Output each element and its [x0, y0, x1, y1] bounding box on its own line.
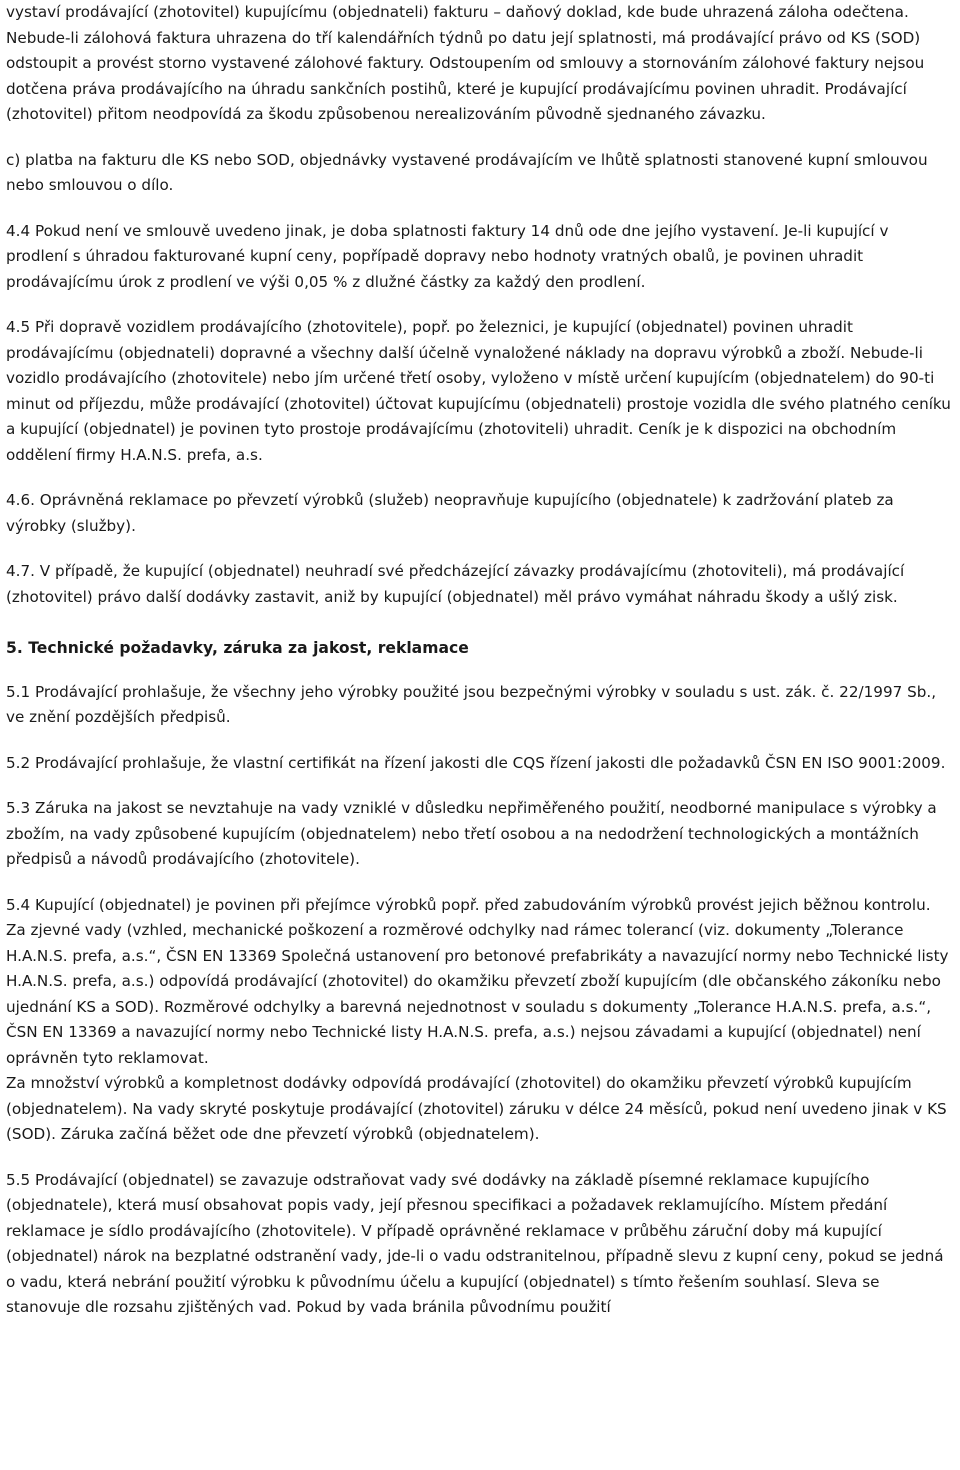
paragraph-5-2 [6, 751, 954, 777]
paragraph-4-7 [6, 559, 954, 610]
paragraph-text: 5.5 Prodávající (objednatel) se zavazuje odstraňovat vady své dodávky na základě písemné reklamace kupujícího (objednatele), která musí obsahovat popis vady, její přesnou specifikaci a požadavek reklamujícího. Místem předání reklamace je sídlo prodávajícího (zhotovitele). V případě oprávněné reklamace v průběhu záruční doby má kupující (objednatel) nárok na bezplatné odstranění vady, jde-li o vadu odstranitelnou, případně slevu z kupní ceny, pokud se jedná o vadu, která nebrání použití výrobku k původnímu účelu a kupující (objednatel) s tímto řešením souhlasí. Sleva se stanovuje dle rozsahu zjištěných vad. Pokud by vada bránila původnímu použití [6, 1170, 944, 1316]
paragraph-text: 5.1 Prodávající prohlašuje, že všechny jeho výrobky použité jsou bezpečnými výrobky v souladu s ust. zák. č. 22/1997 Sb., ve znění pozdějších předpisů. [6, 682, 937, 726]
paragraph-text: 5.2 Prodávající prohlašuje, že vlastní certifikát na řízení jakosti dle CQS řízení jakosti dle požadavků ČSN EN ISO 9001:2009. [6, 753, 946, 772]
section-heading: 5. Technické požadavky, záruka za jakost, reklamace [6, 639, 469, 657]
paragraph-text: 4.5 Při dopravě vozidlem prodávajícího (zhotovitele), popř. po železnici, je kupující (objednatel) povinen uhradit prodávajícímu (objednateli) dopravné a všechny další účelně vynaložené náklady na dopravu výrobků a zboží. Nebude-li vozidlo prodávajícího (zhotovitele) nebo jím určené třetí osoby, vyloženo v místě určení kupujícím (objednatelem) do 90-ti minut od příjezdu, může prodávající (zhotovitel) účtovat kupujícímu (objednateli) prostoje vozidla dle svého platného ceníku a kupující (objednatel) je povinen tyto prostoje prodávajícímu (zhotoviteli) uhradit. Ceník je k dispozici na obchodním oddělení firmy H.A.N.S. prefa, a.s. [6, 318, 951, 464]
paragraph-text: c) platba na fakturu dle KS nebo SOD, objednávky vystavené prodávajícím ve lhůtě splatnosti stanovené kupní smlouvou nebo smlouvou o dílo. [6, 150, 928, 194]
paragraph-payment-c [6, 148, 954, 199]
paragraph-text: 5.4 Kupující (objednatel) je povinen při přejímce výrobků popř. před zabudováním výrobků provést jejich běžnou kontrolu. Za zjevné vady (vzhled, mechanické poškození a rozměrové odchylky nad rámec tolerancí (viz. dokumenty „Tolerance H.A.N.S. prefa, a.s.“, ČSN EN 13369 Společná ustanovení pro betonové prefabrikáty a navazující normy nebo Technické listy H.A.N.S. prefa, a.s.) odpovídá prodávající (zhotovitel) do okamžiku převzetí zboží kupujícím (dle občanského zákoníku nebo ujednání KS a SOD). Rozměrové odchylky a barevná nejednotnost v souladu s dokumenty „Tolerance H.A.N.S. prefa, a.s.“, ČSN EN 13369 a navazující normy nebo Technické listy H.A.N.S. prefa, a.s.) nejsou závadami a kupující (objednatel) není oprávněn tyto reklamovat. [6, 895, 949, 1067]
paragraph-text: vystaví prodávající (zhotovitel) kupujícímu (objednateli) fakturu – daňový doklad, kde bude uhrazená záloha odečtena. Nebude-li zálohová faktura uhrazena do tří kalendářních týdnů po datu její splatnosti, má prodávající právo od KS (SOD) odstoupit a provést storno vystavené zálohové faktury. Odstoupením od smlouvy a stornováním zálohové faktury nejsou dotčena práva prodávajícího na úhradu sankčních postihů, které je kupující prodávajícímu povinen uhradit. Prodávající (zhotovitel) přitom neodpovídá za škodu způsobenou nerealizováním původně sjednaného závazku. [6, 3, 925, 123]
paragraph-4-6 [6, 488, 954, 539]
paragraph-text: 5.3 Záruka na jakost se nevztahuje na vady vzniklé v důsledku nepřiměřeného použití, neodborné manipulace s výrobky a zbožím, na vady způsobené kupujícím (objednatelem) nebo třetí osobou a na nedodržení technologických a montážních předpisů a návodů prodávajícího (zhotovitele). [6, 799, 937, 868]
paragraph-5-3 [6, 796, 954, 873]
paragraph-text: 4.4 Pokud není ve smlouvě uvedeno jinak, je doba splatnosti faktury 14 dnů ode dne jejího vystavení. Je-li kupující v prodlení s úhradou fakturované kupní ceny, popřípadě dopravy nebo hodnoty vratných obalů, je povinen uhradit prodávajícímu úrok z prodlení ve výši 0,05 % z dlužné částky za každý den prodlení. [6, 221, 889, 291]
paragraph-4-5 [6, 315, 954, 468]
paragraph-4-4 [6, 219, 954, 296]
paragraph-text: 4.7. V případě, že kupující (objednatel) neuhradí své předcházející závazky prodávajícímu (zhotoviteli), má prodávající (zhotovitel) právo další dodávky zastavit, aniž by kupující (objednatel) měl právo vymáhat náhradu škody a ušlý zisk. [6, 562, 905, 606]
paragraph-5-1 [6, 680, 954, 731]
paragraph-text: 4.6. Oprávněná reklamace po převzetí výrobků (služeb) neopravňuje kupujícího (objednatele) k zadržování plateb za výrobky (služby). [6, 491, 894, 535]
paragraph-advance-invoice [6, 0, 954, 128]
paragraph-5-5 [6, 1168, 954, 1321]
paragraph-5-4-cont [6, 1071, 954, 1148]
paragraph-5-4 [6, 893, 954, 1072]
paragraph-text: Za množství výrobků a kompletnost dodávky odpovídá prodávající (zhotovitel) do okamžiku převzetí výrobků kupujícím (objednatelem). Na vady skryté poskytuje prodávající (zhotovitel) záruku v délce 24 měsíců, pokud není uvedeno jinak v KS (SOD). Záruka začíná běžet ode dne převzetí výrobků (objednatelem). [6, 1074, 947, 1143]
